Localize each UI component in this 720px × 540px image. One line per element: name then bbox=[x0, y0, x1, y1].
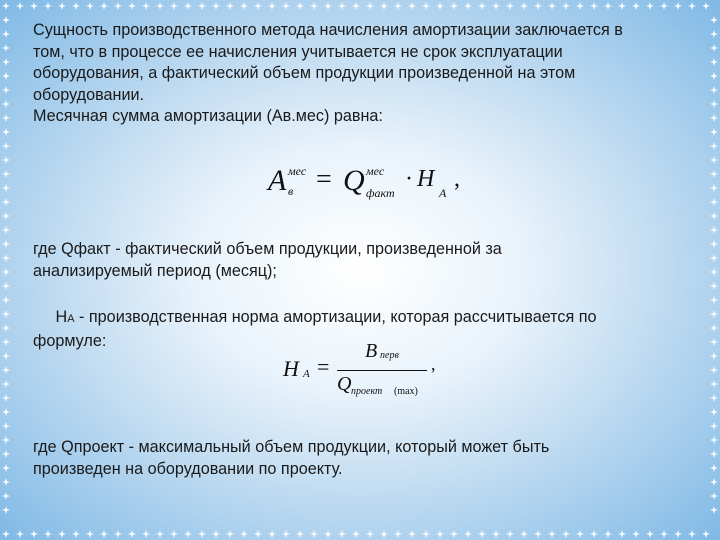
multiply-dot: · bbox=[405, 166, 413, 192]
equals-sign: = bbox=[316, 164, 332, 195]
formula-comma: , bbox=[454, 166, 460, 192]
na-line bbox=[33, 307, 693, 331]
qfact-line: анализируемый период (месяц); bbox=[33, 261, 277, 280]
qfact-line: где Qфакт - фактический объем продукции, произведенной за bbox=[33, 240, 502, 258]
symbol-a-sup: мес bbox=[288, 164, 307, 178]
symbol-q: Q bbox=[343, 164, 365, 197]
symbol-h: H bbox=[417, 166, 435, 192]
na-line-2: формуле: bbox=[33, 331, 107, 350]
monthly-depreciation-formula bbox=[268, 160, 488, 210]
symbol-q: Q bbox=[337, 373, 352, 395]
qfact-definition bbox=[33, 239, 693, 282]
intro-line: оборудовании. bbox=[33, 85, 145, 104]
fraction-bar bbox=[337, 370, 427, 371]
symbol-a: A bbox=[268, 164, 287, 197]
na-rest: - производственная норма амортизации, которая рассчитывается по bbox=[74, 308, 597, 326]
qproject-definition bbox=[33, 437, 693, 480]
intro-line: том, что в процессе ее начисления учитывается не срок эксплуатации bbox=[33, 42, 563, 61]
qproject-line: произведен на оборудовании по проекту. bbox=[33, 459, 343, 478]
intro-paragraph bbox=[33, 20, 693, 128]
symbol-q-sub: факт bbox=[366, 186, 395, 200]
symbol-b-sub: перв bbox=[380, 350, 399, 361]
symbol-h-sub: A bbox=[303, 368, 310, 380]
intro-line: оборудования, а фактический объем продукции произведенной на этом bbox=[33, 64, 576, 82]
symbol-a-sub: в bbox=[288, 184, 294, 198]
depreciation-rate-formula bbox=[283, 340, 453, 400]
na-prefix: Н bbox=[33, 308, 68, 326]
symbol-q-sup: мес bbox=[366, 164, 385, 178]
symbol-q-max: (max) bbox=[394, 386, 418, 397]
intro-line: Сущность производственного метода начисления амортизации заключается в bbox=[33, 21, 623, 39]
symbol-b: B bbox=[365, 340, 378, 362]
symbol-q-sub: проект bbox=[351, 386, 383, 397]
intro-line: Месячная сумма амортизации (Ав.мес) равна: bbox=[33, 107, 383, 125]
qproject-line: где Qпроект - максимальный объем продукции, который может быть bbox=[33, 438, 550, 456]
symbol-h-sub: A bbox=[439, 186, 447, 200]
na-subscript: А bbox=[67, 313, 75, 325]
formula-comma: , bbox=[431, 354, 436, 374]
equals-sign: = bbox=[317, 354, 330, 379]
symbol-h: H bbox=[283, 356, 299, 381]
